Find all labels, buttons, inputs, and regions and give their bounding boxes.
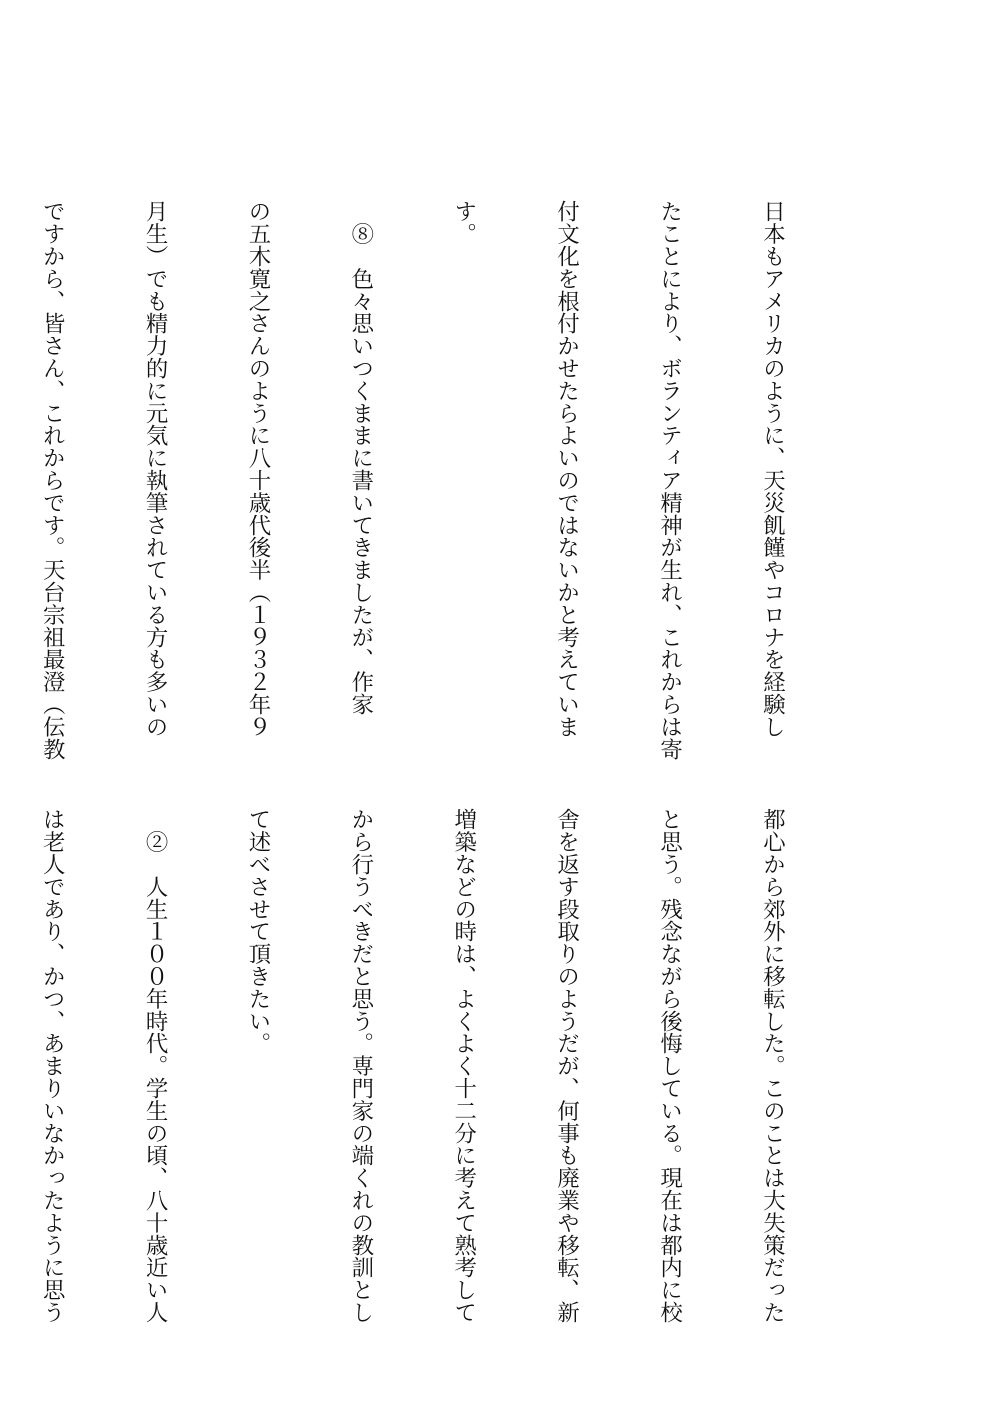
text-line: 増築などの時は、よくよく十二分に考えて熟考して [450,808,477,1324]
text-line: ⑧ 色々思いつくままに書いてきましたが、作家 [347,200,374,716]
text-line: と思う。残念ながら後悔している。現在は都内に校 [656,808,683,1324]
text-line: の五木寛之さんのように八十歳代後半（１９３２年９ [244,200,271,738]
text-line: す。 [450,200,477,245]
text-line: は老人であり、かつ、あまりいなかったように思う [39,808,66,1324]
text-line: 都心から郊外に移転した。このことは大失策だった [759,808,786,1324]
text-line: 日本もアメリカのように、天災飢饉やコロナを経験し [759,200,786,738]
text-line: ですから、皆さん、これからです。天台宗祖最澄（伝教 [39,200,66,760]
text-line: から行うべきだと思う。専門家の端くれの教訓とし [347,808,374,1324]
text-line: て述べさせて頂きたい。 [244,808,271,1055]
text-line: 付文化を根付かせたらよいのではないかと考えていま [553,200,580,738]
upper-text-block [39,200,858,760]
text-line: ② 人生１００年時代。学生の頃、八十歳近い人 [142,808,169,1324]
text-line: たことにより、ボランティア精神が生れ、これからは寄 [656,200,683,760]
text-line: 舎を返す段取りのようだが、何事も廃業や移転、新 [553,808,580,1324]
text-line: 月生）でも精力的に元気に執筆されている方も多いの [142,200,169,738]
lower-text-block [39,808,858,1324]
